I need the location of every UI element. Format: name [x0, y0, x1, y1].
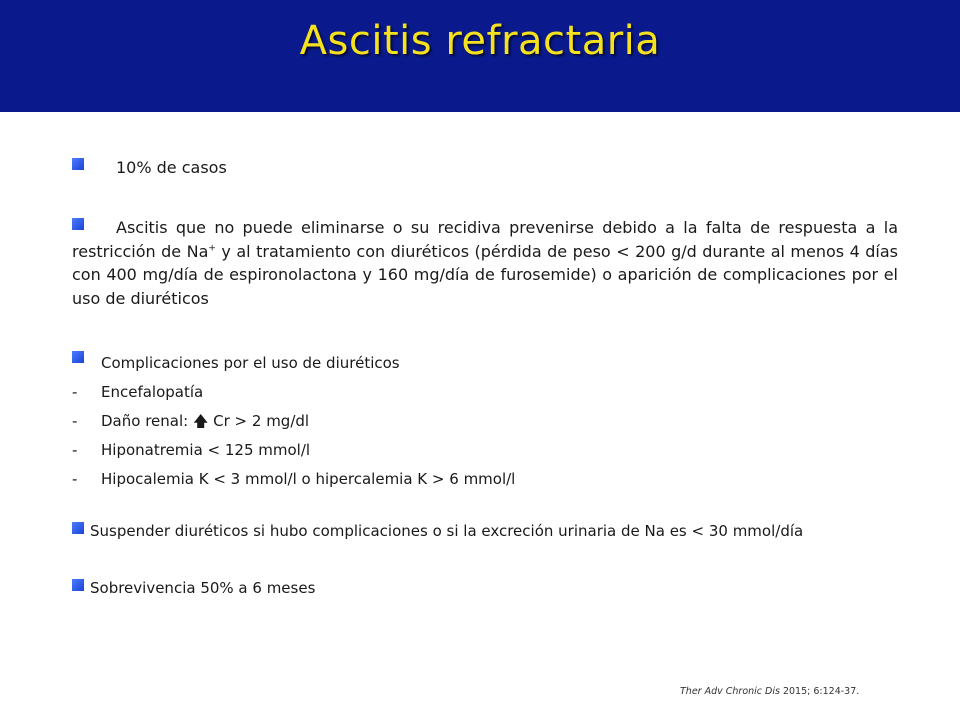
citation-details: 2015; 6:124-37.	[779, 686, 860, 697]
citation	[680, 686, 859, 697]
definition-text-2: y al tratamiento con diuréticos (pérdida de peso < 200 g/d durante al menos 4 días con 400 mg/día de espironolactona y 160 mg/día de furosemide) o aparición de complicaciones por el uso de diuréticos	[72, 241, 898, 308]
sub-item-text: Encefalopatía	[101, 383, 204, 401]
complications-heading: Complicaciones por el uso de diuréticos	[101, 354, 400, 372]
title-bar	[0, 0, 960, 112]
sub-item	[72, 378, 898, 407]
dash-marker: -	[72, 412, 78, 430]
bullet-square-icon	[72, 218, 84, 230]
bullet-definition	[72, 216, 898, 310]
sub-item-text: Daño renal:	[101, 412, 193, 430]
bullet-square-icon	[72, 351, 84, 363]
dash-marker: -	[72, 383, 78, 401]
bullet-text: Sobrevivencia 50% a 6 meses	[90, 579, 316, 597]
sodium-superscript: +	[208, 243, 216, 254]
sub-item-text: Hiponatremia < 125 mmol/l	[101, 441, 311, 459]
sub-item	[72, 465, 898, 494]
bullet-cases	[72, 156, 898, 180]
definition-text-1: Ascitis que no puede eliminarse o su recidiva prevenirse debido a la falta de respuesta a la restricción de Na	[72, 218, 898, 261]
bullet-square-icon	[72, 158, 84, 170]
sub-item	[72, 407, 898, 436]
bullet-text: Suspender diuréticos si hubo complicaciones o si la excreción urinaria de Na es < 30 mmol/día	[90, 522, 804, 540]
bullet-complications	[72, 349, 898, 494]
bullet-suspend	[72, 520, 898, 544]
citation-journal: Ther Adv Chronic Dis	[680, 686, 780, 697]
bullet-square-icon	[72, 579, 84, 591]
sub-item-text: Hipocalemia K < 3 mmol/l o hipercalemia K > 6 mmol/l	[101, 470, 516, 488]
bullet-text: 10% de casos	[116, 158, 227, 177]
dash-marker: -	[72, 441, 78, 459]
arrow-up-icon: 🡅	[192, 412, 209, 430]
sub-item	[72, 436, 898, 465]
dash-marker: -	[72, 470, 78, 488]
bullet-square-icon	[72, 522, 84, 534]
slide-title: Ascitis refractaria	[299, 18, 661, 64]
bullet-survival	[72, 577, 898, 601]
sub-item-text: Cr > 2 mg/dl	[208, 412, 310, 430]
